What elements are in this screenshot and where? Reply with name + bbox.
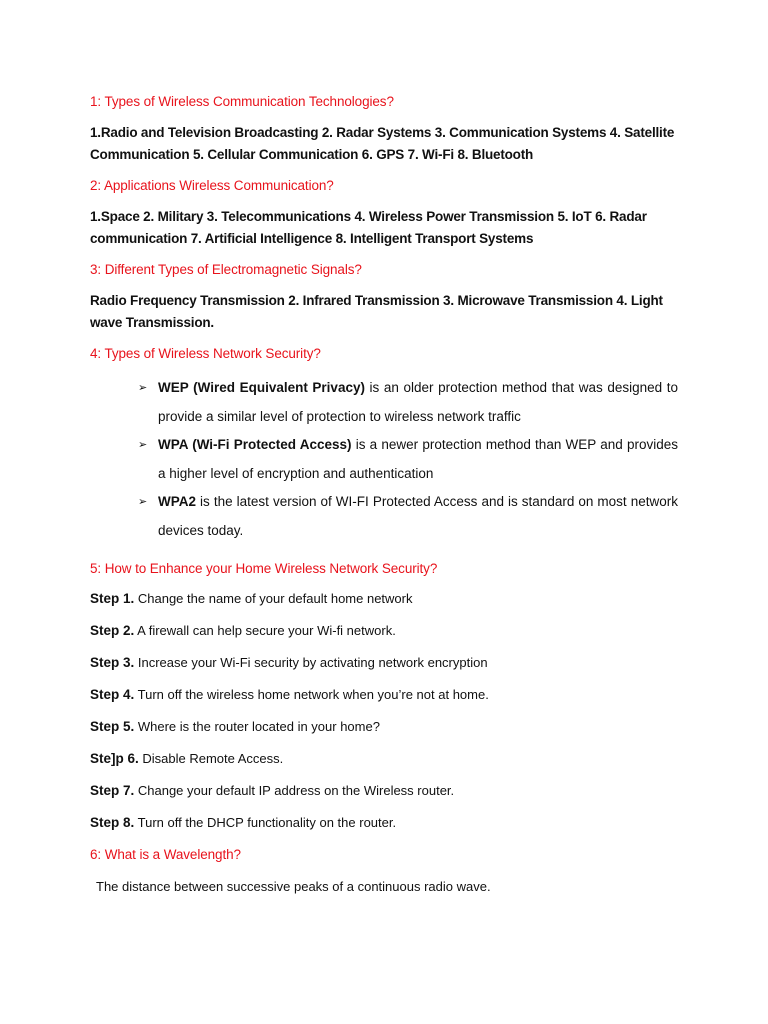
- wavelength-definition: The distance between successive peaks of a continuous radio wave.: [96, 879, 491, 894]
- bullet-term: WEP (Wired Equivalent Privacy): [158, 380, 365, 395]
- step-text: Turn off the wireless home network when you’re not at home.: [134, 687, 489, 702]
- step-label: Ste]p 6.: [90, 751, 139, 766]
- answer-1-text: 1.Radio and Television Broadcasting 2. Radar Systems 3. Communication Systems 4. Satellite Communication 5. Cellular Communication 6. GPS 7. Wi-Fi 8. Bluetooth: [90, 125, 675, 162]
- arrow-bullet-icon: ➢: [138, 496, 148, 508]
- list-item: [138, 374, 678, 431]
- bullet-text: is an older protection method that was designed to provide a similar level of protection to wireless network traffic: [158, 380, 678, 424]
- question-2-heading: 2: Applications Wireless Communication?: [90, 178, 334, 193]
- step-1: [90, 589, 678, 609]
- question-4-heading: 4: Types of Wireless Network Security?: [90, 346, 321, 361]
- question-6-heading: 6: What is a Wavelength?: [90, 847, 241, 862]
- security-types-list: [90, 374, 678, 545]
- step-label: Step 8.: [90, 815, 135, 830]
- list-item: [138, 431, 678, 488]
- arrow-bullet-icon: ➢: [138, 382, 148, 394]
- step-label: Step 7.: [90, 783, 135, 798]
- answer-2-text: 1.Space 2. Military 3. Telecommunications 4. Wireless Power Transmission 5. IoT 6. Radar communication 7. Artificial Intelligence 8. Intelligent Transport Systems: [90, 209, 647, 246]
- step-2: [90, 621, 678, 641]
- step-label: Step 5.: [90, 719, 135, 734]
- bullet-text: is the latest version of WI-FI Protected Access and is standard on most network devices today.: [158, 494, 678, 538]
- step-text: Where is the router located in your home?: [134, 719, 380, 734]
- step-text: Disable Remote Access.: [138, 751, 284, 766]
- step-7: [90, 781, 678, 801]
- step-4: [90, 685, 678, 705]
- list-item: [138, 488, 678, 545]
- step-label: Step 4.: [90, 687, 135, 702]
- bullet-term: WPA (Wi-Fi Protected Access): [158, 437, 352, 452]
- question-1-heading: 1: Types of Wireless Communication Technologies?: [90, 94, 394, 109]
- answer-3-text: Radio Frequency Transmission 2. Infrared Transmission 3. Microwave Transmission 4. Light wave Transmission.: [90, 293, 663, 330]
- question-3-heading: 3: Different Types of Electromagnetic Signals?: [90, 262, 362, 277]
- step-text: Turn off the DHCP functionality on the router.: [134, 815, 397, 830]
- step-8: [90, 813, 678, 833]
- step-label: Step 1.: [90, 591, 135, 606]
- step-text: Change your default IP address on the Wireless router.: [134, 783, 455, 798]
- question-5-heading: 5: How to Enhance your Home Wireless Network Security?: [90, 561, 438, 576]
- step-text: Change the name of your default home network: [134, 591, 413, 606]
- bullet-text: is a newer protection method than WEP and provides a higher level of encryption and authentication: [158, 437, 678, 481]
- step-label: Step 2.: [90, 623, 135, 638]
- step-text: Increase your Wi-Fi security by activating network encryption: [134, 655, 488, 670]
- step-text: A firewall can help secure your Wi-fi network.: [134, 623, 396, 638]
- bullet-term: WPA2: [158, 494, 197, 509]
- arrow-bullet-icon: ➢: [138, 439, 148, 451]
- step-6: [90, 749, 678, 769]
- step-5: [90, 717, 678, 737]
- step-label: Step 3.: [90, 655, 135, 670]
- step-3: [90, 653, 678, 673]
